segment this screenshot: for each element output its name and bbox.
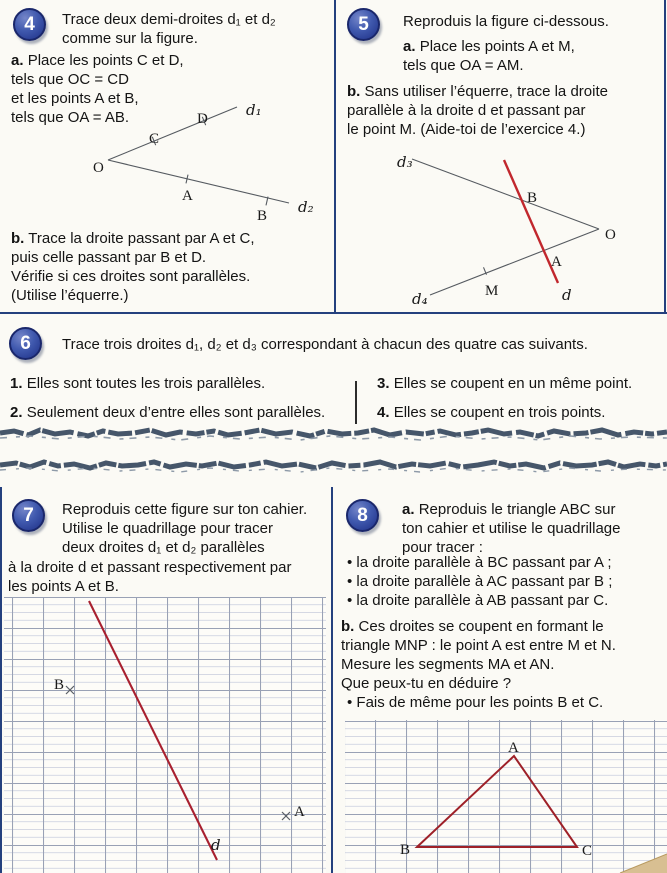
exercise6-title: Trace trois droites d₁, d₂ et d₃ correspondant à chacun des quatre cas suivants. [62, 336, 588, 353]
fig8-point-B-label: B [400, 842, 411, 858]
mid-horizontal-rule [0, 312, 667, 314]
exercise4-number: 4 [24, 13, 35, 35]
exercise6-item-2: 2. Seulement deux d’entre elles sont parallèles. [10, 404, 326, 421]
fig8-point-A-label: A [508, 740, 519, 756]
fig5-point-M-label: M [485, 283, 499, 299]
fig7-point-A-label: A [294, 804, 305, 820]
fig4-line-d2-label: d₂ [298, 198, 314, 216]
exercise6-badge [9, 327, 42, 360]
exercise5-paragraph-b: b. Sans utiliser l’équerre, trace la droite parallèle à la droite d et passant par le point M. (Aide-toi de l’exercice 4.) [347, 83, 608, 138]
exercise8-figure [345, 720, 667, 873]
fig5-point-A-label: A [551, 254, 562, 270]
exercise7-number: 7 [23, 504, 34, 526]
exercise6-item-1: 1. Elles sont toutes les trois parallèles. [10, 375, 266, 392]
fig5-point-B-label: B [527, 190, 538, 206]
exercise7-figure [4, 597, 326, 873]
exercise4-title: Trace deux demi-droites d₁ et d₂ comme sur la figure. [62, 11, 276, 47]
exercise8-bullets: • la droite parallèle à BC passant par A ; • la droite parallèle à AC passant par B ; • la droite parallèle à AB passant par C. [347, 554, 613, 609]
fig5-line-d-label: d [562, 286, 572, 304]
exercise5-number: 5 [358, 13, 369, 35]
bottom-column-divider [331, 487, 333, 873]
exercise5-paragraph-a: a. Place les points A et M, tels que OA = AM. [403, 38, 575, 74]
fig7-line-d-label: d [211, 836, 221, 854]
exercise8-paragraph-b: b. Ces droites se coupent en formant le triangle MNP : le point A est entre M et N. Mesure les segments MA et AN. Que peux-tu en déduire ? [341, 618, 616, 692]
fig4-point-D-label: D [197, 111, 208, 127]
exercise6-number: 6 [20, 332, 31, 354]
fig5-line-d4-label: d₄ [412, 290, 428, 308]
exercise7-intro-continued: à la droite d et passant respectivement par les points A et B. [8, 559, 292, 595]
fig5-point-O-label: O [605, 227, 616, 243]
exercise6-item-3: 3. Elles se coupent en un même point. [377, 375, 633, 392]
exercise4-paragraph-a: a. Place les points C et D, tels que OC = CD et les points A et B, tels que OA = AB. [11, 52, 184, 126]
fig4-point-A-label: A [182, 188, 193, 204]
exercise8-paragraph-a: a. Reproduis le triangle ABC sur ton cahier et utilise le quadrillage pour tracer : [402, 501, 621, 556]
torn-paper-edge [0, 424, 667, 476]
fig4-point-O-label: O [93, 160, 104, 176]
fig4-point-C-label: C [149, 131, 160, 147]
exercise7-badge [12, 499, 45, 532]
fig8-point-C-label: C [582, 843, 593, 859]
exercise5-badge [347, 8, 380, 41]
exercise4-paragraph-b: b. Trace la droite passant par A et C, puis celle passant par B et D. Vérifie si ces droites sont parallèles. (Utilise l’équerre.) [11, 230, 255, 304]
bottom-left-edge-rule [0, 487, 2, 873]
exercise8-badge [346, 499, 379, 532]
fig4-point-B-label: B [257, 208, 268, 224]
exercise8-number: 8 [357, 504, 368, 526]
fig7-point-B-label: B [54, 677, 65, 693]
fig4-line-d1-label: d₁ [246, 101, 262, 119]
exercise6-item-4: 4. Elles se coupent en trois points. [377, 404, 606, 421]
exercise4-figure [85, 96, 320, 228]
top-column-divider [334, 0, 336, 313]
exercise7-intro: Reproduis cette figure sur ton cahier. Utilise le quadrillage pour tracer deux droites d₁ et d₂ parallèles [62, 501, 308, 556]
exercise8-bullet-2: • Fais de même pour les points B et C. [347, 694, 604, 711]
exercise6-item-divider [355, 381, 357, 424]
exercise5-figure [390, 145, 667, 310]
fig5-line-d3-label: d₃ [397, 153, 413, 171]
exercise5-title: Reproduis la figure ci-dessous. [403, 13, 609, 30]
exercise4-badge [13, 8, 46, 41]
